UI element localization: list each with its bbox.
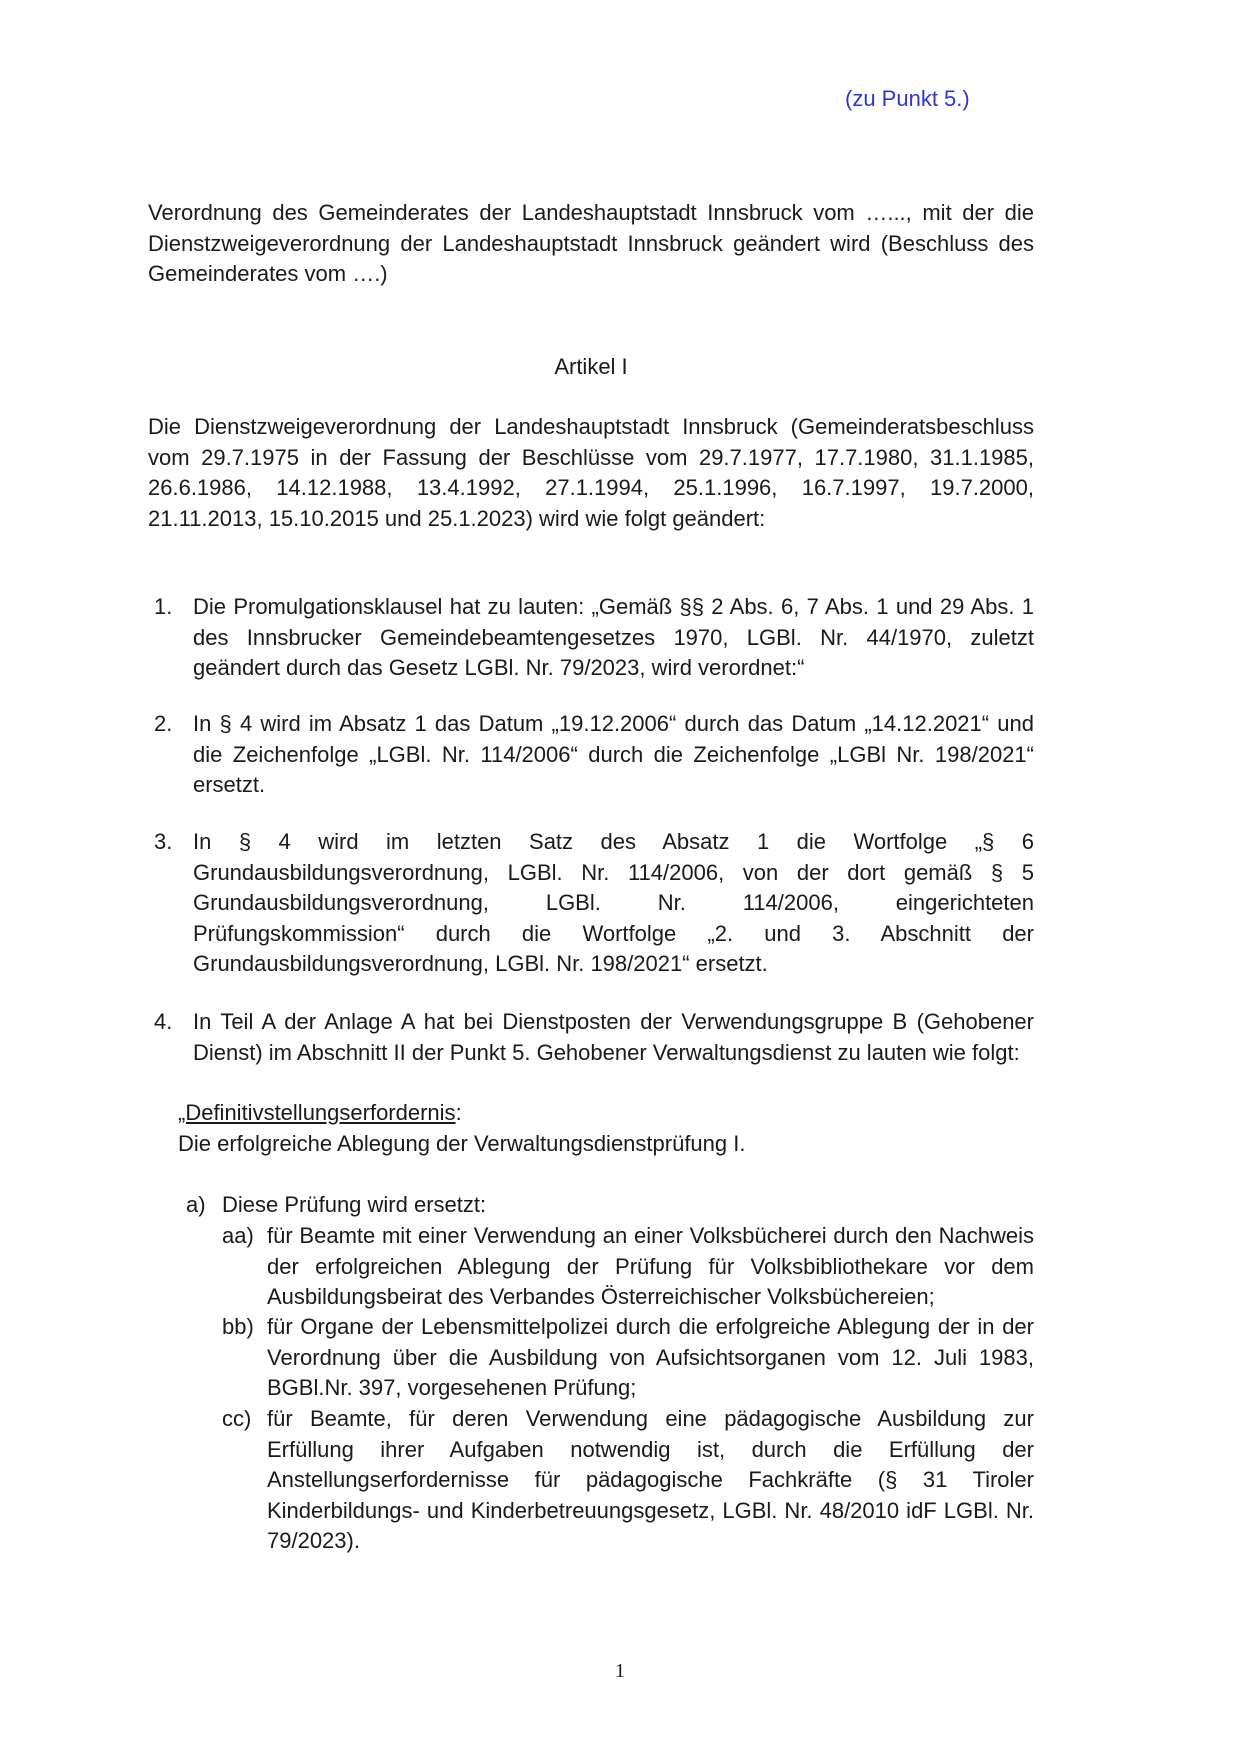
list-item-number: 4.	[154, 1009, 173, 1034]
agenda-reference: (zu Punkt 5.)	[845, 86, 970, 111]
list-item-text: Die Promulgationsklausel hat zu lauten: „Gemäß §§ 2 Abs. 6, 7 Abs. 1 und 29 Abs. 1 des Innsbrucker Gemeindebeamtengesetzes 1970, LGBl. Nr. 44/1970, zuletzt geändert durch das Gesetz LGBl. Nr. 79/2023, wird verordnet:“	[193, 594, 1034, 680]
list-item-number: 3.	[154, 829, 173, 854]
sub-list-item-label: bb)	[222, 1314, 254, 1339]
list-item	[148, 709, 1034, 801]
sub-list-item-label: cc)	[222, 1406, 252, 1431]
sub-list-item-text: für Organe der Lebensmittelpolizei durch die erfolgreiche Ablegung der in der Verordnung über die Ausbildung von Aufsichtsorganen vom 12. Juli 1983, BGBl.Nr. 397, vorgesehenen Prüfung;	[267, 1314, 1034, 1400]
list-item	[148, 592, 1034, 684]
sub-list-item-text: für Beamte mit einer Verwendung an einer Volksbücherei durch den Nachweis der erfolgreichen Ablegung der Prüfung für Volksbibliothekare vor dem Ausbildungsbeirat des Verbandes Österreichischer Volksbüchereien;	[267, 1223, 1034, 1309]
sub-a-label: a)	[186, 1192, 206, 1217]
requirement-label: „Definitivstellungserfordernis	[178, 1100, 456, 1125]
sub-a-text: Diese Prüfung wird ersetzt:	[222, 1192, 487, 1217]
list-item-text: In § 4 wird im Absatz 1 das Datum „19.12.2006“ durch das Datum „14.12.2021“ und die Zeichenfolge „LGBl. Nr. 114/2006“ durch die Zeichenfolge „LGBl Nr. 198/2021“ ersetzt.	[193, 711, 1034, 797]
sub-list-item-text: für Beamte, für deren Verwendung eine pädagogische Ausbildung zur Erfüllung ihrer Aufgaben notwendig ist, durch die Erfüllung der Anstellungserfordernisse für pädagogische Fachkräfte (§ 31 Tiroler Kinderbildungs- und Kinderbetreuungsgesetz, LGBl. Nr. 48/2010 idF LGBl. Nr. 79/2023).	[267, 1406, 1034, 1553]
list-item	[148, 1007, 1034, 1068]
sub-list-item	[222, 1312, 1034, 1404]
ordinance-title: Verordnung des Gemeinderates der Landeshauptstadt Innsbruck vom …..., mit der die Dienstzweigeverordnung der Landeshauptstadt Innsbruck geändert wird (Beschluss des Gemeinderates vom ….)	[148, 200, 1034, 286]
list-item-text: In § 4 wird im letzten Satz des Absatz 1 die Wortfolge „§ 6 Grundausbildungsverordnung, LGBl. Nr. 114/2006, von der dort gemäß § 5 Grundausbildungsverordnung, LGBl. Nr. 114/2006, eingerichteten Prüfungskommission“ durch die Wortfolge „2. und 3. Abschnitt der Grundausbildungsverordnung, LGBl. Nr. 198/2021“ ersetzt.	[193, 829, 1034, 976]
list-item-number: 1.	[154, 594, 173, 619]
list-item	[148, 827, 1034, 980]
sub-list-item-label: aa)	[222, 1223, 254, 1248]
requirement-colon: :	[455, 1100, 462, 1125]
requirement-text: Die erfolgreiche Ablegung der Verwaltungsdienstprüfung I.	[178, 1131, 746, 1156]
requirement-heading	[178, 1098, 462, 1129]
sub-list-item	[222, 1404, 1034, 1557]
article-heading: Artikel I	[554, 354, 628, 379]
sub-list-item	[222, 1221, 1034, 1313]
list-item-number: 2.	[154, 711, 173, 736]
page-number: 1	[615, 1660, 625, 1682]
list-item-text: In Teil A der Anlage A hat bei Dienstposten der Verwendungsgruppe B (Gehobener Dienst) im Abschnitt II der Punkt 5. Gehobener Verwaltungsdienst zu lauten wie folgt:	[193, 1009, 1034, 1065]
intro-paragraph: Die Dienstzweigeverordnung der Landeshauptstadt Innsbruck (Gemeinderatsbeschluss vom 29.7.1975 in der Fassung der Beschlüsse vom 29.7.1977, 17.7.1980, 31.1.1985, 26.6.1986, 14.12.1988, 13.4.1992, 27.1.1994, 25.1.1996, 16.7.1997, 19.7.2000, 21.11.2013, 15.10.2015 und 25.1.2023) wird wie folgt geändert:	[148, 414, 1034, 531]
